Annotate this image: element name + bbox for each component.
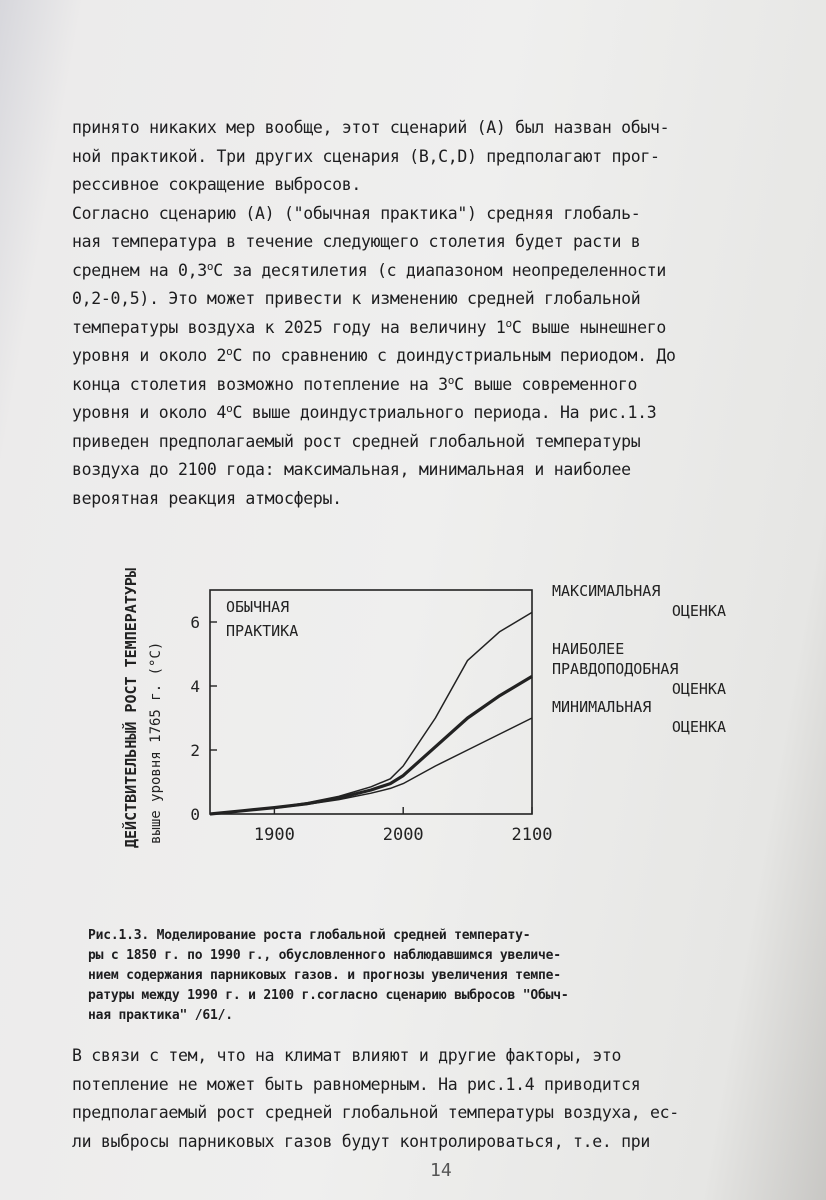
text-line: приведен предполагаемый рост средней глобальной температуры <box>72 431 641 451</box>
text-line: Согласно сценарию (А) ("обычная практика") средняя глобаль- <box>72 203 641 223</box>
text-line: уровня и около 2$^o$С по сравнению с доиндустриальным периодом. До <box>72 345 676 365</box>
paragraph-top <box>72 114 676 513</box>
text-line: среднем на 0,3$^o$С за десятилетия (с диапазоном неопределенности <box>72 259 667 280</box>
text-line: 0,2-0,5). Это может привести к изменению средней глобальной <box>72 289 641 308</box>
caption-line: ная практика" /61/. <box>88 1008 233 1023</box>
y-ticks <box>190 613 217 824</box>
y-tick-label: 4 <box>190 677 200 696</box>
series-label: МИНИМАЛЬНАЯ <box>552 698 652 716</box>
text-line: конца столетия возможно потепление на 3$^o$С выше современного <box>72 373 638 394</box>
text-line: рессивное сокращение выбросов. <box>72 175 362 194</box>
text-line: уровня и около 4$^o$С выше доиндустриального периода. На рис.1.3 <box>72 402 657 422</box>
text-line: воздуха до 2100 года: максимальная, минимальная и наиболее <box>72 460 631 479</box>
text-line: потепление не может быть равномерным. На рис.1.4 приводится <box>72 1074 641 1094</box>
series-label: МАКСИМАЛЬНАЯ <box>552 582 661 600</box>
y-tick-label: 6 <box>190 613 200 632</box>
y-axis-sublabel: выше уровня 1765 г. (°С) <box>148 641 164 844</box>
temperature-chart <box>80 548 760 868</box>
series-label: ОЦЕНКА <box>671 602 726 620</box>
inset-label-line1: ОБЫЧНАЯ <box>226 598 290 616</box>
x-ticks <box>254 807 553 845</box>
page-number: 14 <box>430 1160 452 1181</box>
text-line: В связи с тем, что на климат влияют и другие факторы, это <box>72 1046 622 1065</box>
figure-caption <box>88 926 568 1026</box>
series-label: ОЦЕНКА <box>671 718 726 736</box>
x-tick-label: 2100 <box>511 825 553 845</box>
caption-line: ры с 1850 г. по 1990 г., обусловленного наблюдавшимся увеличе- <box>88 948 561 963</box>
caption-line: ратуры между 1990 г. и 2100 г.согласно сценарию выбросов "Обыч- <box>88 988 569 1003</box>
series-line <box>210 718 532 814</box>
series-label: НАИБОЛЕЕ <box>552 640 625 658</box>
x-tick-label: 1900 <box>253 825 295 845</box>
series-line <box>210 612 532 814</box>
y-axis-label: ДЕЙСТВИТЕЛЬНЫЙ РОСТ ТЕМПЕРАТУРЫ <box>122 568 140 848</box>
text-line: ли выбросы парниковых газов будут контролироваться, т.е. при <box>72 1131 651 1151</box>
paragraph-bottom <box>72 1042 679 1156</box>
caption-line: Рис.1.3. Моделирование роста глобальной средней температу- <box>88 928 531 943</box>
y-axis-label-group <box>121 568 164 848</box>
text-line: температуры воздуха к 2025 году на величину 1$^o$С выше нынешнего <box>72 316 667 337</box>
text-line: предполагаемый рост средней глобальной температуры воздуха, ес- <box>72 1103 679 1122</box>
series-lines <box>210 612 532 814</box>
series-labels <box>552 582 726 736</box>
x-tick-label: 2000 <box>382 825 424 845</box>
text-line: ная температура в течение следующего столетия будет расти в <box>72 232 641 251</box>
text-line: ной практикой. Три других сценария (В,С,D) предполагают прог- <box>72 146 660 166</box>
inset-label-line2: ПРАКТИКА <box>226 622 299 640</box>
caption-line: нием содержания парниковых газов. и прогнозы увеличения темпе- <box>88 968 561 983</box>
series-label: ПРАВДОПОДОБНАЯ <box>552 660 679 678</box>
y-tick-label: 0 <box>190 805 200 824</box>
y-tick-label: 2 <box>190 741 200 760</box>
text-line: вероятная реакция атмосферы. <box>72 488 342 508</box>
series-label: ОЦЕНКА <box>671 680 726 698</box>
text-line: принято никаких мер вообще, этот сценарий (А) был назван обыч- <box>72 118 670 137</box>
